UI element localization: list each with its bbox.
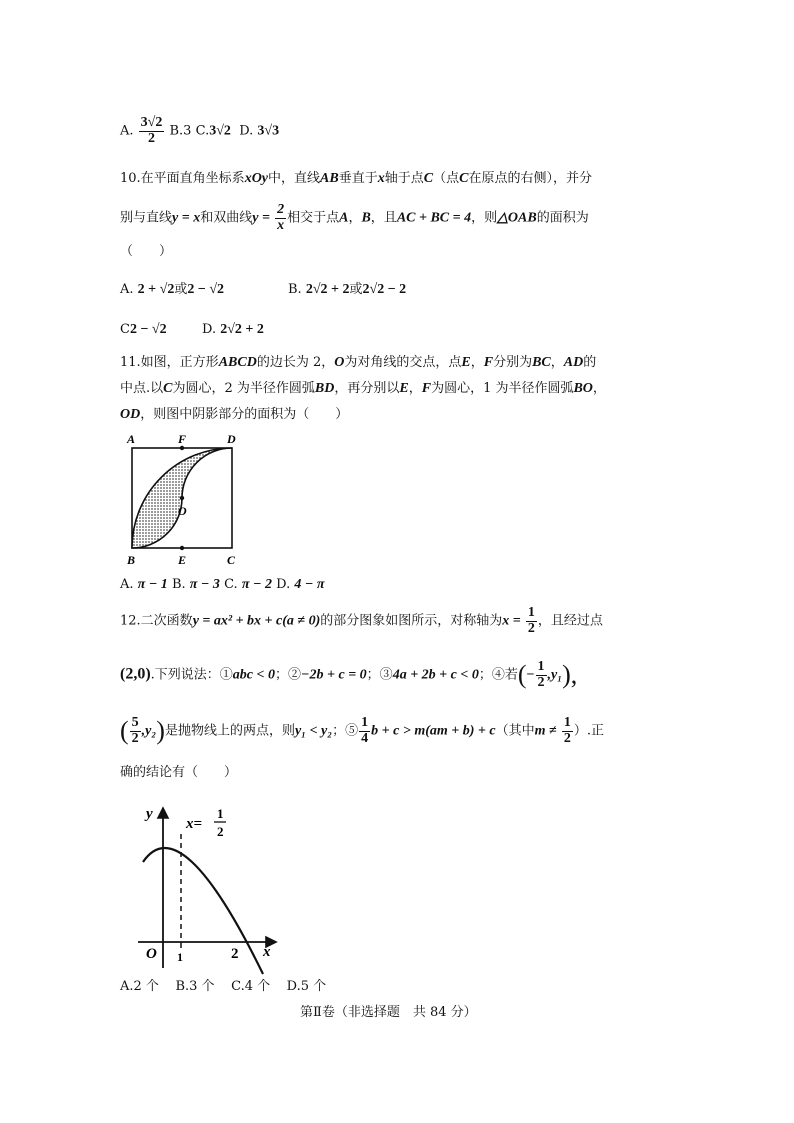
text: ，则: [471, 210, 498, 226]
q11-line2: [120, 382, 606, 396]
math: C: [459, 171, 469, 186]
option-a: A.2 个: [120, 979, 159, 994]
text: 的: [583, 355, 597, 370]
text: ，: [550, 355, 564, 370]
math: AD: [563, 355, 584, 370]
option-label: D.: [202, 322, 217, 337]
q10-line2: [120, 203, 589, 233]
label-b: B: [127, 553, 136, 567]
text: 的部分图象如图所示，对称轴为: [320, 613, 503, 629]
text: ，: [470, 355, 484, 370]
text: 垂直于: [338, 171, 378, 186]
q11-line1: [120, 356, 596, 370]
symmetry-label: x=: [186, 816, 203, 832]
math: BD: [314, 381, 335, 396]
text: ，且: [370, 210, 397, 226]
math: O: [334, 355, 345, 370]
q9-options: [120, 116, 279, 146]
text: .下列说法：①: [150, 667, 233, 683]
option-value: 2√2 + 2: [305, 282, 350, 297]
q12-axis-fraction: $\frac{1}{2}$: [527, 605, 535, 636]
q10-blank: （ ）: [120, 244, 173, 259]
math: y =: [252, 210, 270, 226]
math: △OAB: [497, 210, 537, 226]
label-c: C: [227, 553, 236, 567]
text: 为对角线的交点，点: [344, 355, 462, 370]
section-heading: 第Ⅱ卷（非选择题 共 84 分）: [300, 1005, 477, 1020]
q9-option-d: 3√3: [257, 123, 280, 139]
q10-option-c: [120, 323, 167, 337]
text: 轴于点: [384, 171, 424, 186]
text: 11.如图，正方形: [120, 355, 219, 370]
math: x: [377, 171, 385, 186]
math: y = x: [172, 210, 201, 226]
option-value: 2 − √2: [187, 282, 225, 297]
symmetry-num: 1: [217, 806, 224, 821]
math: (2,0): [120, 665, 151, 683]
text: 中点.以: [120, 381, 164, 396]
q9-option-c-label: C.: [195, 123, 210, 139]
q12-line2: [120, 660, 577, 690]
q12-c5-fraction: $\frac{1}{4}$: [361, 715, 369, 746]
option-value: 2√2 − 2: [362, 282, 407, 297]
point-f: [180, 446, 184, 450]
q10-fraction: $\frac{2}{x}$: [277, 202, 285, 233]
math: BO: [573, 381, 593, 396]
q12-options: [120, 980, 326, 993]
text: ，且经过点: [537, 613, 603, 629]
q9-option-a-label: A.: [120, 123, 134, 139]
q9-option-d-label: D.: [239, 123, 254, 139]
label-o: O: [178, 504, 187, 518]
option-c: C.4 个: [231, 979, 271, 994]
math: F: [483, 355, 494, 370]
option-value: 4 − π: [294, 577, 325, 592]
text: 的边长为 2，: [256, 355, 335, 370]
math: E: [399, 381, 409, 396]
text: （点: [433, 171, 460, 186]
q12-parabola-figure: [118, 796, 288, 976]
q12-p1-fraction: $\frac{1}{2}$: [537, 659, 545, 690]
text: （其中: [495, 723, 535, 739]
text: ；④若: [478, 667, 518, 683]
math: A: [339, 210, 349, 226]
text: 10.在平面直角坐标系: [120, 171, 245, 186]
text: ，再分别以: [334, 381, 400, 396]
math: b + c > m(am + b) + c: [371, 723, 496, 739]
text: 中，直线: [268, 171, 321, 186]
q12-line1: [120, 606, 603, 636]
label-f: F: [178, 432, 187, 446]
q12-p2-fraction: $\frac{5}{2}$: [131, 715, 139, 746]
option-value: 2 + √2: [137, 282, 175, 297]
math: y₁ < y₂: [294, 723, 333, 739]
option-label: D.: [276, 577, 291, 592]
text: 的面积为: [536, 210, 589, 226]
origin-label: O: [146, 946, 157, 962]
text: 或: [174, 282, 188, 297]
q12-m-fraction: $\frac{1}{2}$: [563, 715, 571, 746]
option-value: π − 1: [137, 577, 168, 592]
text: ，: [592, 381, 606, 396]
y-axis-label: y: [146, 806, 153, 822]
option-value: 2√2 + 2: [220, 322, 264, 337]
math: xOy: [244, 171, 269, 186]
math: BC: [532, 355, 551, 370]
text: 为圆心，1 为半径作圆弧: [431, 381, 574, 396]
math: 4a + 2b + c < 0: [392, 667, 479, 683]
math: E: [461, 355, 471, 370]
option-label: A.: [120, 577, 134, 592]
text: 12.二次函数: [120, 613, 193, 629]
tick-two-label: 2: [231, 946, 239, 962]
q11-line3: [120, 408, 348, 422]
math: AB: [320, 171, 339, 186]
paren: (: [517, 660, 527, 690]
parabola-curve: [143, 848, 263, 974]
label-e: E: [178, 553, 187, 567]
math: x =: [502, 613, 521, 629]
text: ；②: [275, 667, 302, 683]
symmetry-den: 2: [217, 824, 224, 839]
option-label: C: [120, 322, 130, 337]
q10-line1: [120, 172, 592, 186]
tick-one-label: 1: [177, 950, 183, 964]
math: y = ax² + bx + c: [192, 613, 283, 629]
option-b: B.3 个: [175, 979, 215, 994]
math: AC + BC = 4: [396, 210, 472, 226]
option-value: 2 − √2: [129, 322, 167, 337]
math: ,y₂: [141, 723, 157, 739]
q10-option-d: [202, 323, 264, 337]
q9-option-a-fraction: $\frac{3√2}{2}$: [140, 115, 163, 146]
text: ；⑤: [332, 723, 359, 739]
math: −: [526, 667, 535, 683]
math: ABCD: [218, 355, 257, 370]
option-d: D.5 个: [286, 979, 327, 994]
math: (a ≠ 0): [282, 613, 321, 629]
paren: (: [120, 716, 129, 746]
math: −2b + c = 0: [301, 667, 367, 683]
option-label: C.: [224, 577, 238, 592]
option-value: π − 2: [241, 577, 272, 592]
text: ，: [348, 210, 362, 226]
text: 在原点的右侧），并分: [468, 171, 592, 186]
math: OD: [120, 407, 141, 422]
q10-options-ab: [120, 283, 224, 297]
text: 为圆心，2 为半径作圆弧: [172, 381, 315, 396]
math: B: [361, 210, 371, 226]
text: ）.正: [573, 723, 604, 739]
text: ，: [408, 381, 422, 396]
math: abc < 0: [232, 667, 275, 683]
text: 别与直线: [120, 210, 173, 226]
option-label: A.: [120, 282, 134, 297]
option-value: π − 3: [189, 577, 220, 592]
q12-line3: [120, 716, 604, 746]
x-axis-label: x: [263, 944, 271, 960]
paren: ): [156, 716, 165, 746]
text: ；③: [366, 667, 393, 683]
math: m ≠: [534, 723, 557, 739]
text: 是抛物线上的两点，则: [164, 723, 295, 739]
point-o: [180, 496, 184, 500]
option-label: B.: [288, 282, 302, 297]
text: 或: [349, 282, 363, 297]
math: ,y₁: [547, 667, 563, 683]
q9-option-b: B.3: [169, 123, 192, 139]
q10-option-b: [288, 283, 406, 297]
q11-options: [120, 578, 324, 592]
text: 相交于点: [287, 210, 340, 226]
math: C: [163, 381, 173, 396]
label-a: A: [127, 432, 136, 446]
math: C: [423, 171, 434, 186]
q11-square-figure: [118, 430, 258, 570]
text: 和双曲线: [200, 210, 253, 226]
text: ，则图中阴影部分的面积为（ ）: [140, 407, 349, 422]
point-e: [180, 546, 184, 550]
q12-line4: 确的结论有（ ）: [120, 765, 238, 780]
math: F: [421, 381, 432, 396]
text: 分别为: [493, 355, 533, 370]
option-label: B.: [171, 577, 186, 592]
paren: ),: [562, 660, 578, 690]
q9-option-c: 3√2: [209, 123, 231, 139]
label-d: D: [227, 432, 236, 446]
